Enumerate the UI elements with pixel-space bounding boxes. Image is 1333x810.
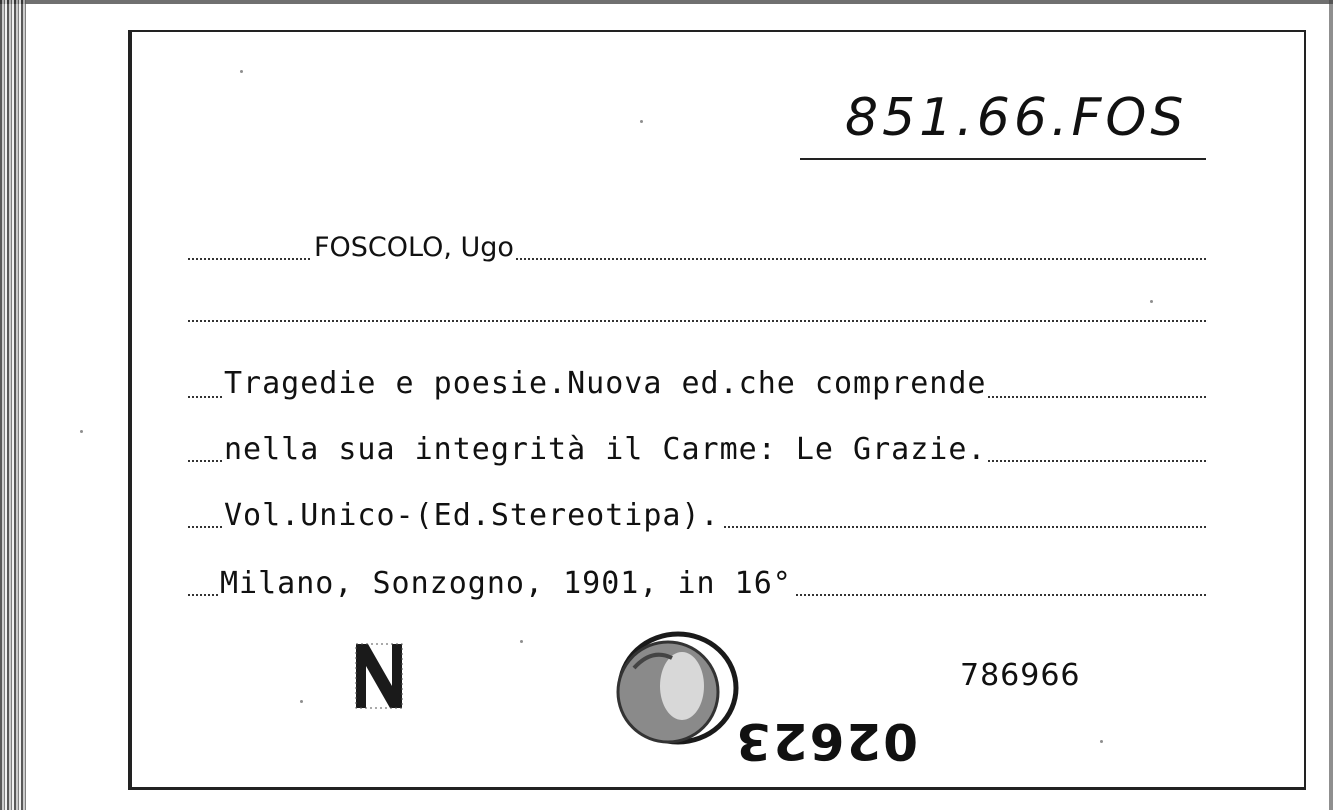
speck [640,120,643,123]
card-top-edge [0,0,1333,4]
inverted-stamp-number: 02623 [734,712,918,770]
card-right-edge [1329,0,1333,810]
speck [240,70,243,73]
accession-number: 786966 [960,658,1081,693]
speck [300,700,303,703]
call-number-underline [800,158,1206,160]
author-name: FOSCOLO, Ugo [314,232,514,263]
speck [80,430,83,433]
blank-line [188,320,1206,322]
title-text-2: nella sua integrità il Carme: Le Grazie. [224,432,987,467]
call-number: 851.66.FOS [845,88,1188,148]
title-text-3: Vol.Unico-(Ed.Stereotipa). [224,498,720,533]
title-text-1: Tragedie e poesie.Nuova ed.che comprende [224,366,987,401]
speck [520,640,523,643]
imprint-text: Milano, Sonzogno, 1901, in 16° [220,566,792,601]
n-stamp-icon [352,640,406,712]
speck [1100,740,1103,743]
card-left-edge [0,0,26,810]
library-seal-icon [612,628,740,746]
speck [1150,300,1153,303]
